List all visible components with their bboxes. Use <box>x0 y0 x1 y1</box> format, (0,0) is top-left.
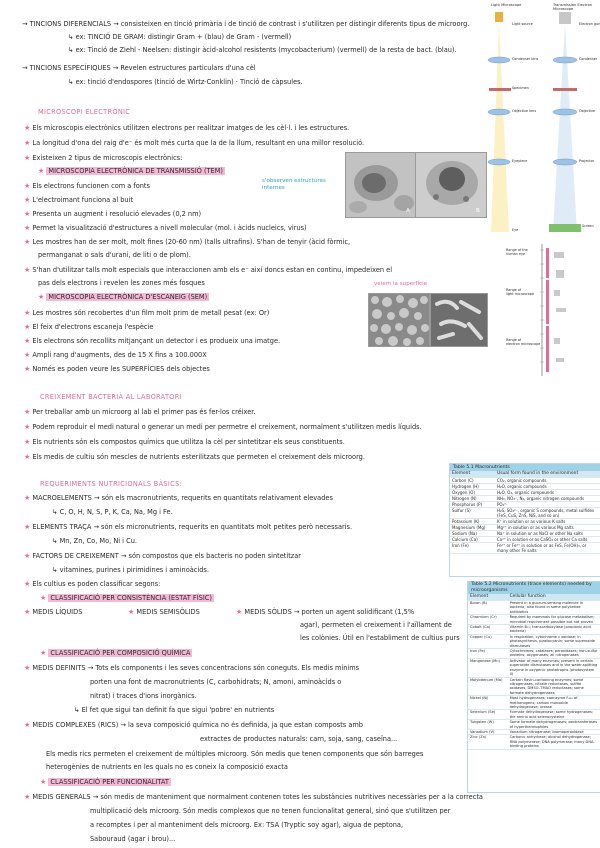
growth-line-2-text: Podem reproduir el medi natural o generar un medi per permetre el creixement, normalment s'utilitzen medis líquids. <box>32 423 422 431</box>
table-micronutrients <box>467 581 600 793</box>
star-icon: ★ <box>24 124 31 132</box>
cls-complex-3: Els medis rics permeten el creixement de múltiples microorg. Són medis que tenen components que són barreges <box>46 750 424 758</box>
table1-cell: Fe²⁺ or Fe³⁺ in solution or as FeS, Fe(OH)₃, or many other Fe salts <box>495 543 600 554</box>
cls-semisolid <box>128 608 200 616</box>
scale-label-light-2: light microscope <box>506 292 535 296</box>
tem-line-7-text: S'han d'utilitzar talls molt especials que interaccionen amb els e⁻ així doncs estan en continu, impedeixen el <box>32 266 393 274</box>
scale-label-eye-2: human eye <box>506 252 526 256</box>
sem-line-2-text: El feix d'electrons escaneja l'espècie <box>32 323 154 331</box>
table1-row <box>450 508 600 519</box>
sem-line-3 <box>24 337 280 345</box>
scale-label-electron-2: electron microscope <box>506 342 541 346</box>
req-line-1-text: MACROELEMENTS → són els macronutrients, requerits en quantitats relativament elevades <box>32 494 333 502</box>
table2-cell: Zinc (Zn) <box>468 735 508 749</box>
table2-cell: Activator of many enzymes; present in certain superoxide dismutases and in the water-splitting enzyme in oxygenic phototrophs (photosystem II) <box>508 658 600 677</box>
star-icon: ★ <box>38 167 45 175</box>
star-icon: ★ <box>24 182 31 190</box>
table2-cell: Molybdenum (Mo) <box>468 677 508 696</box>
star-icon: ★ <box>24 309 31 317</box>
sem-line-5 <box>24 365 210 373</box>
sem-note: veiem la superfície <box>374 281 428 287</box>
cls-title-2 <box>40 649 192 657</box>
star-icon: ★ <box>24 337 31 345</box>
figure-label-9: Projector <box>579 159 595 163</box>
cls-title-1 <box>40 594 214 602</box>
tem-title-text: MICROSCOPIA ELECTRÒNICA DE TRANSMISSIÓ (TEM) <box>48 167 223 175</box>
cls-title-2-text: CLASSIFICACIÓ PER COMPOSICIÓ QUÍMICA <box>50 649 191 657</box>
star-icon: ★ <box>24 552 31 560</box>
cls-title-3-text: CLASSIFICACIÓ PER FUNCIONALITAT <box>50 778 169 786</box>
table2-row <box>468 615 600 625</box>
cls-general-4: Sabouraud (agar i brou)... <box>90 835 176 843</box>
table2-cell: Carbonic anhydrase; alcohol dehydrogenase; RNA polymerase; DNA polymerase; many DNA-binding proteins <box>508 735 600 749</box>
cls-defined-3: nitrat) i traces d'ions inorgànics. <box>90 692 197 700</box>
tem-line-2-text: L'electroimant funciona al buit <box>32 196 134 204</box>
table2-cell: Certain flavin-containing enzymes; some nitrogenases, nitrate reductases, sulfite oxidases, DMSO–TMAO reductases; some formate dehydrogenases <box>508 677 600 696</box>
table1-cell: CO₂, organic compounds <box>495 478 600 484</box>
table2-cell: Iron (Fe) <box>468 649 508 659</box>
tem-line-2 <box>24 196 133 204</box>
micro-line-3-text: Existeixen 2 tipus de microscopis electrònics: <box>32 154 183 162</box>
star-icon: ★ <box>24 408 31 416</box>
table1-cell: Iron (Fe) <box>450 543 495 554</box>
microscope-comparison-figure <box>487 2 600 240</box>
star-icon: ★ <box>24 266 31 274</box>
cls-solid-1-text: MEDIS SÒLIDS → porten un agent solidificant (1,5% <box>244 608 415 616</box>
table-1-col-0: Element <box>450 471 495 478</box>
intro-line-2: ↳ ex: TINCIÓ DE GRAM: distingir Gram + (blau) de Gram - (vermell) <box>68 33 292 41</box>
growth-line-4 <box>24 453 365 461</box>
sem-surface-image-b <box>431 294 487 346</box>
table2-cell: Present in a quorum-sensing molecule in bacteria; also found in some polyketide antibiotics <box>508 601 600 615</box>
table2-cell: In respiration, cytochrome c oxidase; in photosynthesis, plastocyanin; some superoxide dismutases <box>508 634 600 648</box>
tem-label-a: A <box>406 208 410 214</box>
cls-solid-1 <box>236 608 414 616</box>
star-icon: ★ <box>40 594 47 602</box>
figure-label-7: Condenser <box>579 57 598 61</box>
star-icon: ★ <box>24 793 31 801</box>
star-icon: ★ <box>38 293 45 301</box>
table1-row <box>450 543 600 554</box>
section-title-microscopi: MICROSCOPI ELECTRÒNIC <box>38 108 131 116</box>
growth-line-1 <box>24 408 255 416</box>
table1-cell: H₂S, SO₄²⁻, organic S compounds, metal sulfides (FeS, CuS, ZnS, NiS, and so on) <box>495 508 600 519</box>
cls-general-1 <box>24 793 483 801</box>
table-2-col-0: Element <box>468 594 508 601</box>
table2-cell: Manganese (Mn) <box>468 658 508 677</box>
figure-left-title: Light Microscope <box>491 3 522 7</box>
table1-cell: Calcium (Ca) <box>450 537 495 543</box>
table1-row <box>450 537 600 543</box>
table1-cell: Oxygen (O) <box>450 490 495 496</box>
cls-semisolid-text: MEDIS SEMISÒLIDS <box>136 608 200 616</box>
star-icon: ★ <box>236 608 243 616</box>
sem-title-text: MICROSCOPIA ELECTRÒNICA D'ESCANEIG (SEM) <box>48 293 208 301</box>
intro-line-1: → TINCIONS DIFERENCIALS → consisteixen en tinció primària i de tinció de contrast i s'utilitzen per distingir diferents tipus de microorg. <box>22 20 470 28</box>
table-1-grid <box>450 471 600 554</box>
figure-right-title: Transmission Electron Microscope <box>553 3 593 11</box>
req-line-2: ↳ C, O, H, N, S, P, K, Ca, Na, Mg i Fe. <box>52 508 173 516</box>
table1-row <box>450 531 600 537</box>
tem-line-6: permanganat o sals d'urani, de liti o de plom). <box>38 251 191 259</box>
table2-row <box>468 735 600 749</box>
tem-line-3-text: Presenta un augment i resolució elevades (0,2 nm) <box>32 210 202 218</box>
sem-line-4-text: Ampli rang d'augments, des de 15 X fins a 100.000X <box>32 351 207 359</box>
table1-cell: Magnesium (Mg) <box>450 525 495 531</box>
figure-label-8: Objective <box>579 109 596 113</box>
micro-line-3 <box>24 154 182 162</box>
star-icon: ★ <box>24 453 31 461</box>
sem-line-1 <box>24 309 269 317</box>
table1-cell: Carbon (C) <box>450 478 495 484</box>
table2-cell: Some formate dehydrogenases; oxotransferases of hyperthermophiles <box>508 720 600 730</box>
intro-line-4: → TINCIONS ESPECÍFIQUES → Revelen estructures particulars d'una cèl <box>22 64 256 72</box>
growth-line-3-text: Els nutrients són els compostos químics que utilitza la cèl per sintetitzar els seus constituents. <box>32 438 345 446</box>
star-icon: ★ <box>24 438 31 446</box>
sem-surface-image-a <box>369 294 429 346</box>
cls-liquid-text: MEDIS LÍQUIDS <box>32 608 83 616</box>
cls-defined-1 <box>24 664 359 672</box>
table2-cell: Tungsten (W) <box>468 720 508 730</box>
tem-line-7 <box>24 266 392 274</box>
sem-micrograph-a <box>368 293 430 347</box>
section-title-creixement: CREIXEMENT BACTERIÀ AL LABORATORI <box>40 393 182 401</box>
cls-solid-3: les colònies. Útil en l'establiment de cultius purs <box>300 634 460 642</box>
section-title-requeriments: REQUERIMENTS NUTRICIONALS BÀSICS: <box>40 480 183 488</box>
req-line-4: ↳ Mn, Zn, Co, Mo, Ni i Cu. <box>52 537 137 545</box>
tem-line-1-text: Els electrons funcionen com a fonts <box>32 182 150 190</box>
star-icon: ★ <box>24 139 31 147</box>
tem-line-3 <box>24 210 201 218</box>
req-line-3 <box>24 523 352 531</box>
table2-cell: Nickel (Ni) <box>468 696 508 710</box>
tem-micrograph-b <box>415 152 487 218</box>
req-line-7 <box>24 580 160 588</box>
figure-label-10: Screen <box>582 224 594 228</box>
cls-title-1-text: CLASSIFICACIÓ PER CONSISTÈNCIA (ESTAT FÍSIC) <box>50 594 212 602</box>
cls-solid-2: agar), permeten el creixement i l'aïllament de <box>300 621 452 629</box>
tem-line-4-text: Permet la visualització d'estructures a nivell molecular (mol. i àcids nucleics, virus) <box>32 224 307 232</box>
table2-row <box>468 696 600 710</box>
table2-cell: Cobalt (Co) <box>468 625 508 635</box>
scale-label-light-1: Range of <box>506 288 522 292</box>
table2-row <box>468 720 600 730</box>
table2-cell: Required by mammals for glucose metabolism; microbial requirement possible but not proven <box>508 615 600 625</box>
star-icon: ★ <box>24 351 31 359</box>
table-2-grid <box>468 594 600 750</box>
growth-line-4-text: Els medis de cultiu són mescles de nutrients esterilitzats que permeten el creixement dels microorg. <box>32 453 365 461</box>
star-icon: ★ <box>24 608 31 616</box>
table1-cell: H₂O, O₂, organic compounds <box>495 490 600 496</box>
cls-general-2: multiplicació dels microorg. Són medis complexos que no tenen funcionalitat general, sinó que s'utilitzen per <box>90 807 451 815</box>
table-1-title: Table 5.1 Macronutrients <box>450 464 600 471</box>
intro-line-3: ↳ ex: Tinció de Ziehl - Neelsen: distingir àcid-alcohol resistents (mycobacterium) (vermell) de la resta de bact. (blau). <box>68 46 457 54</box>
table1-cell: Sodium (Na) <box>450 531 495 537</box>
table-1-col-1: Usual form found in the environment <box>495 471 600 478</box>
cls-general-1-text: MEDIS GENERALS → són medis de manteniment que normalment contenen totes les substàncies nutritives necessàries per a la correcta <box>32 793 483 801</box>
micro-line-1-text: Els microscopis electrònics utilitzen electrons per realitzar imatges de les cèl·l. i les estructures. <box>32 124 350 132</box>
star-icon: ★ <box>24 196 31 204</box>
req-line-1 <box>24 494 333 502</box>
table2-row <box>468 625 600 635</box>
table1-cell: Sulfur (S) <box>450 508 495 519</box>
table2-row <box>468 677 600 696</box>
table1-cell: PO₄³⁻ <box>495 502 600 508</box>
sem-title <box>38 293 209 301</box>
table1-cell: Na⁺ in solution or as NaCl or other Na salts <box>495 531 600 537</box>
table1-cell: Potassium (K) <box>450 519 495 525</box>
cls-complex-4: heterogènies de nutrients en les quals no es coneix la composició exacta <box>46 763 288 771</box>
req-line-3-text: ELEMENTS TRAÇA → són els micronutrients, requerits en quantitats molt petites però necessaris. <box>32 523 353 531</box>
table2-cell: Chromium (Cr) <box>468 615 508 625</box>
star-icon: ★ <box>24 523 31 531</box>
table1-cell: Hydrogen (H) <box>450 484 495 490</box>
star-icon: ★ <box>40 649 47 657</box>
figure-label-6: Electron gun <box>579 22 600 26</box>
table2-row <box>468 601 600 615</box>
scale-label-electron-1: Range of <box>506 338 522 342</box>
sem-line-4 <box>24 351 207 359</box>
tem-label-b: B <box>476 208 480 214</box>
figure-label-2: Specimen <box>512 86 529 90</box>
table1-cell: H₂O, organic compounds <box>495 484 600 490</box>
star-icon: ★ <box>24 323 31 331</box>
micro-line-2 <box>24 139 364 147</box>
tem-title <box>38 167 225 175</box>
table2-cell: Most hydrogenases; coenzyme F₄₃₀ of methanogens; carbon monoxide dehydrogenase; urease <box>508 696 600 710</box>
table2-row <box>468 658 600 677</box>
tem-line-8: pas dels electrons i revelen les zones més fosques <box>38 279 205 287</box>
req-line-5-text: FACTORS DE CREIXEMENT → són compostos que els bacteris no poden sintetitzar <box>32 552 301 560</box>
growth-line-2 <box>24 423 422 431</box>
table2-row <box>468 710 600 720</box>
table2-cell: Selenium (Se) <box>468 710 508 720</box>
tem-line-4 <box>24 224 307 232</box>
table2-row <box>468 729 600 734</box>
figure-label-5: Eye <box>512 228 519 232</box>
sem-line-5-text: Només es poden veure les SUPERFÍCIES dels objectes <box>32 365 210 373</box>
star-icon: ★ <box>24 721 31 729</box>
star-icon: ★ <box>40 778 47 786</box>
table1-cell: Ca²⁺ in solution or as CaSO₄ or other Ca salts <box>495 537 600 543</box>
figure-label-4: Eyepiece <box>512 159 528 163</box>
table-macronutrients <box>449 463 600 577</box>
sem-micrograph-b <box>430 293 488 347</box>
table1-cell: NH₃, NO₃⁻, N₂, organic nitrogen compounds <box>495 496 600 502</box>
req-line-6: ↳ vitamines, purines i pirimidines i aminoàcids. <box>52 566 209 574</box>
table1-row <box>450 496 600 502</box>
table1-cell: Nitrogen (N) <box>450 496 495 502</box>
scale-label-eye-1: Range of the <box>506 248 528 252</box>
table2-cell: Formate dehydrogenase; some hydrogenases; the amino acid selenocysteine <box>508 710 600 720</box>
star-icon: ★ <box>24 365 31 373</box>
req-line-7-text: Els cultius es poden classificar segons: <box>32 580 161 588</box>
tem-line-1 <box>24 182 150 190</box>
star-icon: ★ <box>24 664 31 672</box>
cls-complex-1 <box>24 721 363 729</box>
table2-cell: Cytochromes; catalases; peroxidases; iron–sulfur proteins; oxygenases; all nitrogenases <box>508 649 600 659</box>
sem-line-3-text: Els electrons són recollits mitjançant un detector i es produeix una imatge. <box>32 337 281 345</box>
microscope-diagram <box>487 2 600 240</box>
figure-label-3: Objective lens <box>512 109 537 113</box>
cls-complex-2: extractes de productes naturals: carn, soja, sang, caseïna... <box>200 735 398 743</box>
cls-complex-1-text: MEDIS COMPLEXES (RICS) → la seva composició química no és definida, ja que estan composts amb <box>32 721 363 729</box>
cls-defined-1-text: MEDIS DEFINITS → Tots els components i les seves concentracions són coneguts. Els medis mínims <box>32 664 360 672</box>
table2-cell: Boron (B) <box>468 601 508 615</box>
table2-cell: Vanadium nitrogenase; bromoperoxidase <box>508 729 600 734</box>
table2-cell: Vitamin B₁₂; transcarboxylase (propionic acid bacteria) <box>508 625 600 635</box>
sem-line-2 <box>24 323 153 331</box>
table1-cell: Mg²⁺ in solution or as various Mg salts <box>495 525 600 531</box>
star-icon: ★ <box>24 238 31 246</box>
tem-note: s'observen estructures internes <box>262 178 326 191</box>
star-icon: ★ <box>24 224 31 232</box>
cls-liquid <box>24 608 82 616</box>
star-icon: ★ <box>128 608 135 616</box>
micro-line-2-text: La longitud d'ona del raig d'e⁻ és molt més curta que la de la llum, resultant en una millor resolució. <box>32 139 365 147</box>
intro-line-5: ↳ ex: tinció d'endospores (tinció de Wirtz-Conklin) · Tinció de càpsules. <box>68 78 303 86</box>
cls-defined-4: ↳ El fet que sigui tan definit fa que sigui 'pobre' en nutrients <box>74 706 275 714</box>
req-line-5 <box>24 552 301 560</box>
micro-line-1 <box>24 124 349 132</box>
growth-line-1-text: Per treballar amb un microorg al lab el primer pas és fer-los créixer. <box>32 408 256 416</box>
tem-line-5-text: Les mostres han de ser molt, molt fines (20-60 nm) (talls ultrafins). S'han de tenyir (àcid fòrmic, <box>32 238 351 246</box>
star-icon: ★ <box>24 154 31 162</box>
table2-row <box>468 649 600 659</box>
figure-label-1: Condenser lens <box>512 57 539 61</box>
tem-line-5 <box>24 238 350 246</box>
star-icon: ★ <box>24 210 31 218</box>
star-icon: ★ <box>24 580 31 588</box>
growth-line-3 <box>24 438 345 446</box>
cls-defined-2: porten una font de macronutrients (C, carbohidrats; N, amoni, aminoàcids o <box>90 678 342 686</box>
size-scale-diagram <box>506 240 600 380</box>
tem-micrograph-a <box>345 152 417 218</box>
cls-general-3: a recomptes i per al manteniment dels microorg. Ex: TSA (Tryptic soy agar), aigua de peptona, <box>90 821 404 829</box>
star-icon: ★ <box>24 494 31 502</box>
table2-row <box>468 634 600 648</box>
sem-line-1-text: Les mostres són recobertes d'un film molt prim de metall pesat (ex: Or) <box>32 309 270 317</box>
table2-cell: Copper (Cu) <box>468 634 508 648</box>
figure-label-0: Light source <box>512 22 533 26</box>
star-icon: ★ <box>24 423 31 431</box>
cls-title-3 <box>40 778 171 786</box>
size-scale-figure <box>506 240 600 380</box>
table-2-col-1: Cellular function <box>508 594 600 601</box>
table2-cell: Vanadium (V) <box>468 729 508 734</box>
table1-cell: Phosphorus (P) <box>450 502 495 508</box>
table1-cell: K⁺ in solution or as various K salts <box>495 519 600 525</box>
table-2-title: Table 5.2 Micronutrients (trace elements) needed by microorganisms <box>468 582 600 594</box>
